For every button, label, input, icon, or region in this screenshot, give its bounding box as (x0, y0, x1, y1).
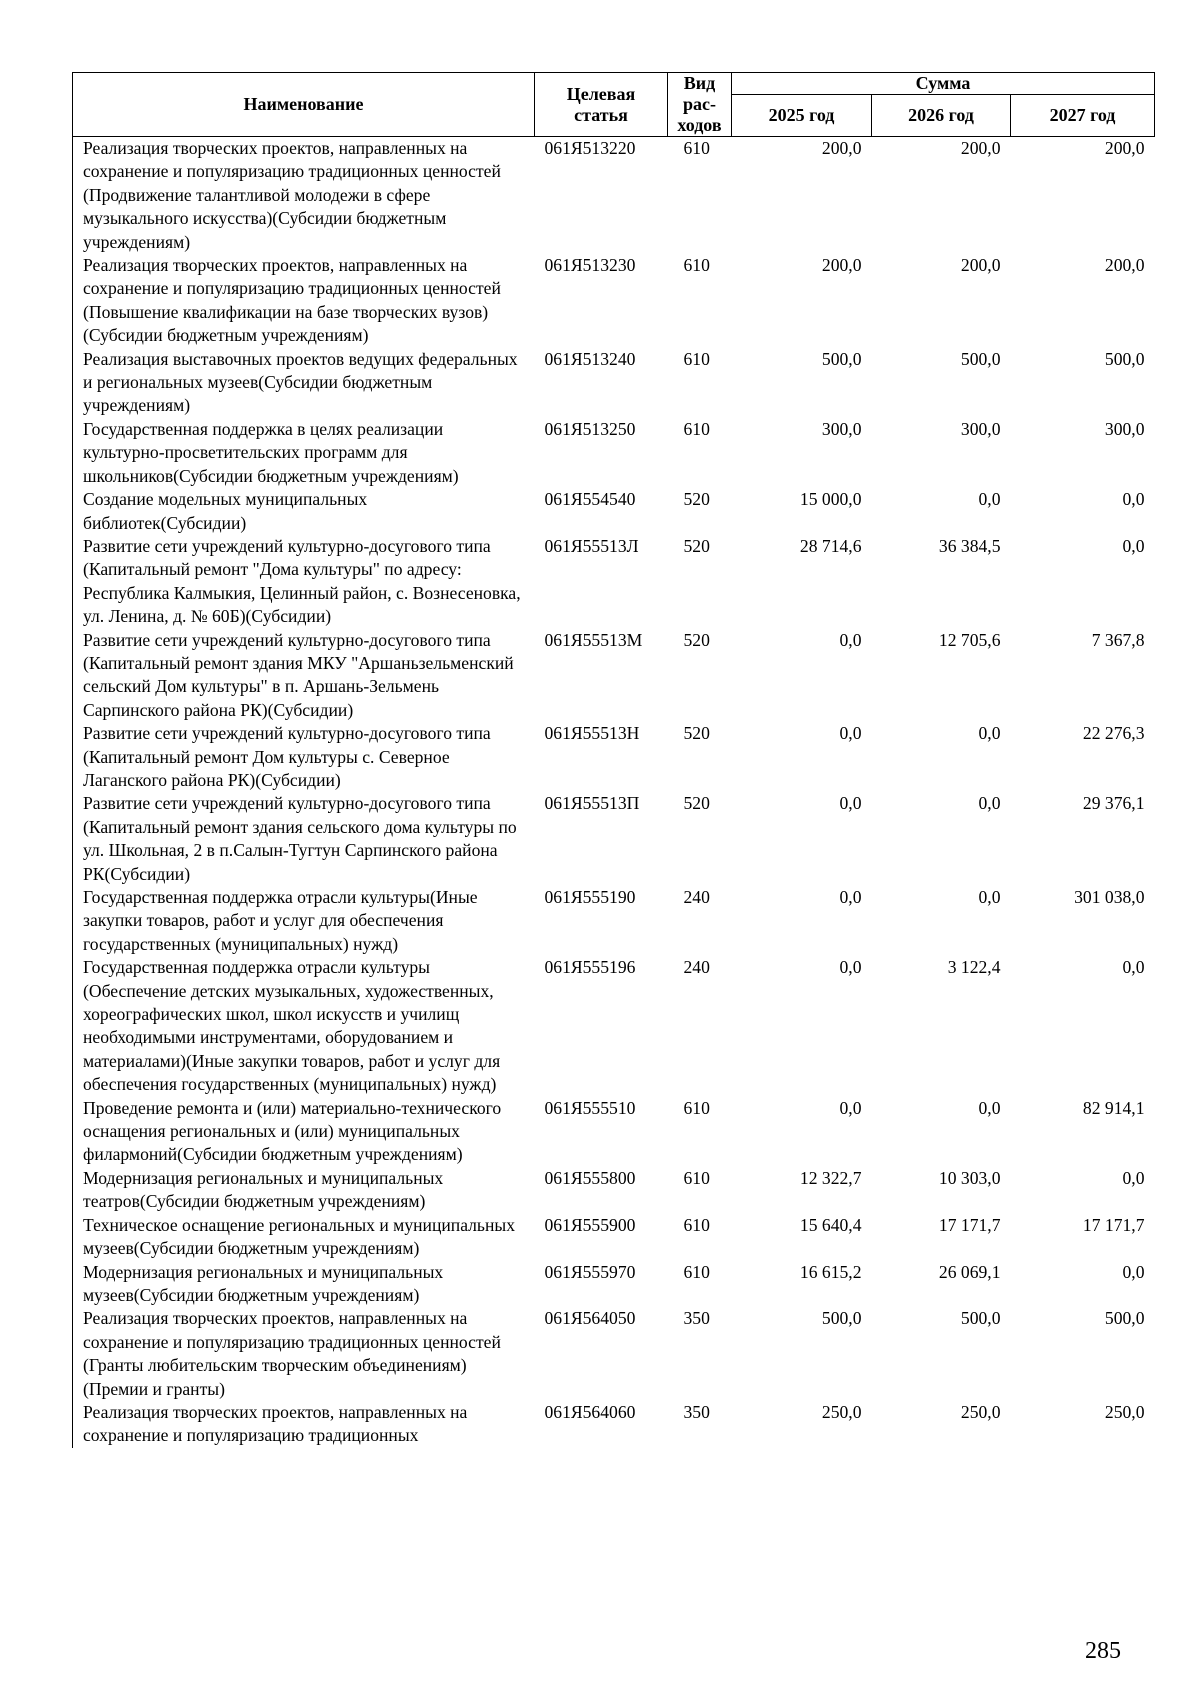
table-row (73, 1307, 1155, 1401)
row-code: 061Я555510 (544, 1097, 636, 1118)
row-kind: 610 (683, 418, 710, 439)
row-value-2027: 0,0 (1122, 535, 1145, 556)
row-kind: 520 (683, 489, 710, 510)
row-kind: 610 (683, 1261, 710, 1282)
row-value-2025: 200,0 (821, 138, 862, 158)
row-kind: 610 (683, 1167, 710, 1188)
row-value-2027: 300,0 (1104, 418, 1145, 439)
header-sum: Сумма (732, 73, 1155, 95)
table-row (73, 629, 1155, 723)
header-2027: 2027 год (1011, 95, 1155, 137)
row-code: 061Я555196 (544, 957, 636, 978)
row-value-2026: 200,0 (960, 255, 1001, 276)
row-kind: 610 (683, 1097, 710, 1118)
row-name: Развитие сети учреждений культурно-досугового типа (Капитальный ремонт Дом культуры с. Северное Лаганского района РК)(Субсидии) (73, 722, 535, 792)
row-value-2026: 250,0 (960, 1401, 1001, 1422)
row-value-2025: 0,0 (839, 1097, 862, 1118)
row-value-2027: 17 171,7 (1082, 1214, 1145, 1235)
row-kind: 520 (683, 629, 710, 650)
header-2026: 2026 год (872, 95, 1011, 137)
row-value-2027: 29 376,1 (1082, 793, 1145, 814)
table-row (73, 1097, 1155, 1167)
table-row (73, 886, 1155, 956)
table-row (73, 1401, 1155, 1448)
row-code: 061Я555190 (544, 887, 636, 907)
row-value-2025: 0,0 (839, 723, 862, 744)
row-kind: 610 (683, 138, 710, 158)
table-row (73, 254, 1155, 348)
row-code: 061Я55513П (544, 793, 640, 814)
row-value-2027: 7 367,8 (1091, 629, 1145, 650)
row-value-2026: 12 705,6 (938, 629, 1001, 650)
row-name: Модернизация региональных и муниципальных театров(Субсидии бюджетным учреждениям) (73, 1167, 535, 1214)
row-code: 061Я564060 (544, 1401, 636, 1422)
row-name: Реализация творческих проектов, направленных на сохранение и популяризацию традиционных (73, 1401, 535, 1448)
row-kind: 350 (683, 1401, 710, 1422)
row-kind: 350 (683, 1308, 710, 1329)
table-row (73, 722, 1155, 792)
row-value-2026: 500,0 (960, 1308, 1001, 1329)
row-name: Техническое оснащение региональных и муниципальных музеев(Субсидии бюджетным учреждениям) (73, 1214, 535, 1261)
row-kind: 240 (683, 957, 710, 978)
table-body (73, 137, 1155, 1448)
row-value-2027: 500,0 (1104, 348, 1145, 369)
row-name: Реализация выставочных проектов ведущих федеральных и региональных музеев(Субсидии бюджетным учреждениям) (73, 348, 535, 418)
table-row (73, 1214, 1155, 1261)
row-value-2026: 0,0 (978, 793, 1001, 814)
row-value-2025: 200,0 (821, 255, 862, 276)
row-value-2027: 0,0 (1122, 957, 1145, 978)
budget-table (72, 72, 1155, 1448)
row-name: Развитие сети учреждений культурно-досугового типа (Капитальный ремонт "Дома культуры" по адресу: Республика Калмыкия, Целинный район, с. Вознесеновка, ул. Ленина, д. № 60Б)(Субсидии) (73, 535, 535, 629)
row-value-2025: 12 322,7 (799, 1167, 862, 1188)
page-number: 285 (1085, 1638, 1121, 1664)
row-value-2025: 0,0 (839, 629, 862, 650)
row-value-2027: 82 914,1 (1082, 1097, 1145, 1118)
row-value-2027: 301 038,0 (1074, 887, 1145, 907)
row-value-2026: 300,0 (960, 418, 1001, 439)
table-row (73, 488, 1155, 535)
row-kind: 520 (683, 535, 710, 556)
row-name: Государственная поддержка в целях реализации культурно-просветительских программ для школьников(Субсидии бюджетным учреждениям) (73, 418, 535, 488)
row-value-2025: 0,0 (839, 957, 862, 978)
row-code: 061Я513230 (544, 255, 636, 276)
header-kind: Вид рас- ходов (668, 73, 732, 137)
row-value-2027: 0,0 (1122, 489, 1145, 510)
row-code: 061Я555900 (544, 1214, 636, 1235)
row-kind: 610 (683, 255, 710, 276)
row-name: Реализация творческих проектов, направленных на сохранение и популяризацию традиционных ценностей (Повышение квалификации на базе творческих вузов)(Субсидии бюджетным учреждениям) (73, 254, 535, 348)
row-value-2026: 10 303,0 (938, 1167, 1001, 1188)
row-value-2025: 15 640,4 (799, 1214, 862, 1235)
row-value-2027: 200,0 (1104, 138, 1145, 158)
row-code: 061Я55513М (544, 629, 643, 650)
row-value-2027: 0,0 (1122, 1167, 1145, 1188)
row-kind: 240 (683, 887, 710, 907)
row-value-2026: 200,0 (960, 138, 1001, 158)
row-code: 061Я555800 (544, 1167, 636, 1188)
row-name: Проведение ремонта и (или) материально-технического оснащения региональных и (или) муниципальных филармоний(Субсидии бюджетным учреждениям) (73, 1097, 535, 1167)
row-value-2026: 500,0 (960, 348, 1001, 369)
row-name: Создание модельных муниципальных библиотек(Субсидии) (73, 488, 535, 535)
row-value-2025: 250,0 (821, 1401, 862, 1422)
row-value-2025: 500,0 (821, 1308, 862, 1329)
row-name: Реализация творческих проектов, направленных на сохранение и популяризацию традиционных ценностей (Гранты любительским творческим объединениям)(Премии и гранты) (73, 1307, 535, 1401)
row-value-2026: 0,0 (978, 489, 1001, 510)
table-row (73, 535, 1155, 629)
header-2025: 2025 год (732, 95, 872, 137)
row-value-2025: 16 615,2 (799, 1261, 862, 1282)
row-value-2026: 36 384,5 (938, 535, 1001, 556)
row-value-2027: 22 276,3 (1082, 723, 1145, 744)
row-value-2026: 3 122,4 (947, 957, 1001, 978)
row-value-2027: 0,0 (1122, 1261, 1145, 1282)
row-value-2026: 0,0 (978, 723, 1001, 744)
row-code: 061Я55513Л (544, 535, 639, 556)
row-value-2027: 200,0 (1104, 255, 1145, 276)
table-row (73, 348, 1155, 418)
row-value-2025: 0,0 (839, 793, 862, 814)
row-name: Реализация творческих проектов, направленных на сохранение и популяризацию традиционных ценностей (Продвижение талантливой молодежи в сфере музыкального искусства)(Субсидии бюджетным учреждениям) (73, 137, 535, 255)
table-row (73, 1167, 1155, 1214)
row-value-2026: 17 171,7 (938, 1214, 1001, 1235)
row-code: 061Я55513Н (544, 723, 640, 744)
row-name: Развитие сети учреждений культурно-досугового типа (Капитальный ремонт здания сельского дома культуры по ул. Школьная, 2 в п.Салын-Тугтун Сарпинского района РК(Субсидии) (73, 792, 535, 886)
row-value-2026: 26 069,1 (938, 1261, 1001, 1282)
row-value-2025: 28 714,6 (799, 535, 862, 556)
row-kind: 520 (683, 793, 710, 814)
table-row (73, 418, 1155, 488)
row-kind: 520 (683, 723, 710, 744)
row-name: Развитие сети учреждений культурно-досугового типа (Капитальный ремонт здания МКУ "Аршаньзельменский сельский Дом культуры" в п. Аршань-Зельмень Сарпинского района РК)(Субсидии) (73, 629, 535, 723)
row-code: 061Я554540 (544, 489, 636, 510)
header-name: Наименование (73, 73, 535, 137)
row-name: Модернизация региональных и муниципальных музеев(Субсидии бюджетным учреждениям) (73, 1261, 535, 1308)
row-value-2025: 0,0 (839, 887, 862, 907)
row-value-2025: 300,0 (821, 418, 862, 439)
row-code: 061Я564050 (544, 1308, 636, 1329)
row-kind: 610 (683, 348, 710, 369)
row-code: 061Я513220 (544, 138, 636, 158)
row-code: 061Я555970 (544, 1261, 636, 1282)
row-name: Государственная поддержка отрасли культуры (Обеспечение детских музыкальных, художественных, хореографических школ, школ искусств и училищ необходимыми инструментами, оборудованием и материалами)(Иные закупки товаров, работ и услуг для обеспечения государственных (муниципальных) нужд) (73, 956, 535, 1096)
row-kind: 610 (683, 1214, 710, 1235)
document-page (72, 72, 1154, 1448)
row-value-2026: 0,0 (978, 1097, 1001, 1118)
row-name: Государственная поддержка отрасли культуры(Иные закупки товаров, работ и услуг для обеспечения государственных (муниципальных) нужд) (73, 886, 535, 956)
table-row (73, 137, 1155, 255)
row-value-2027: 250,0 (1104, 1401, 1145, 1422)
header-code: Целевая статья (535, 73, 668, 137)
row-value-2026: 0,0 (978, 887, 1001, 907)
table-header (73, 73, 1155, 137)
row-code: 061Я513250 (544, 418, 636, 439)
row-code: 061Я513240 (544, 348, 636, 369)
table-row (73, 956, 1155, 1096)
row-value-2027: 500,0 (1104, 1308, 1145, 1329)
row-value-2025: 500,0 (821, 348, 862, 369)
table-row (73, 792, 1155, 886)
row-value-2025: 15 000,0 (799, 489, 862, 510)
table-row (73, 1261, 1155, 1308)
